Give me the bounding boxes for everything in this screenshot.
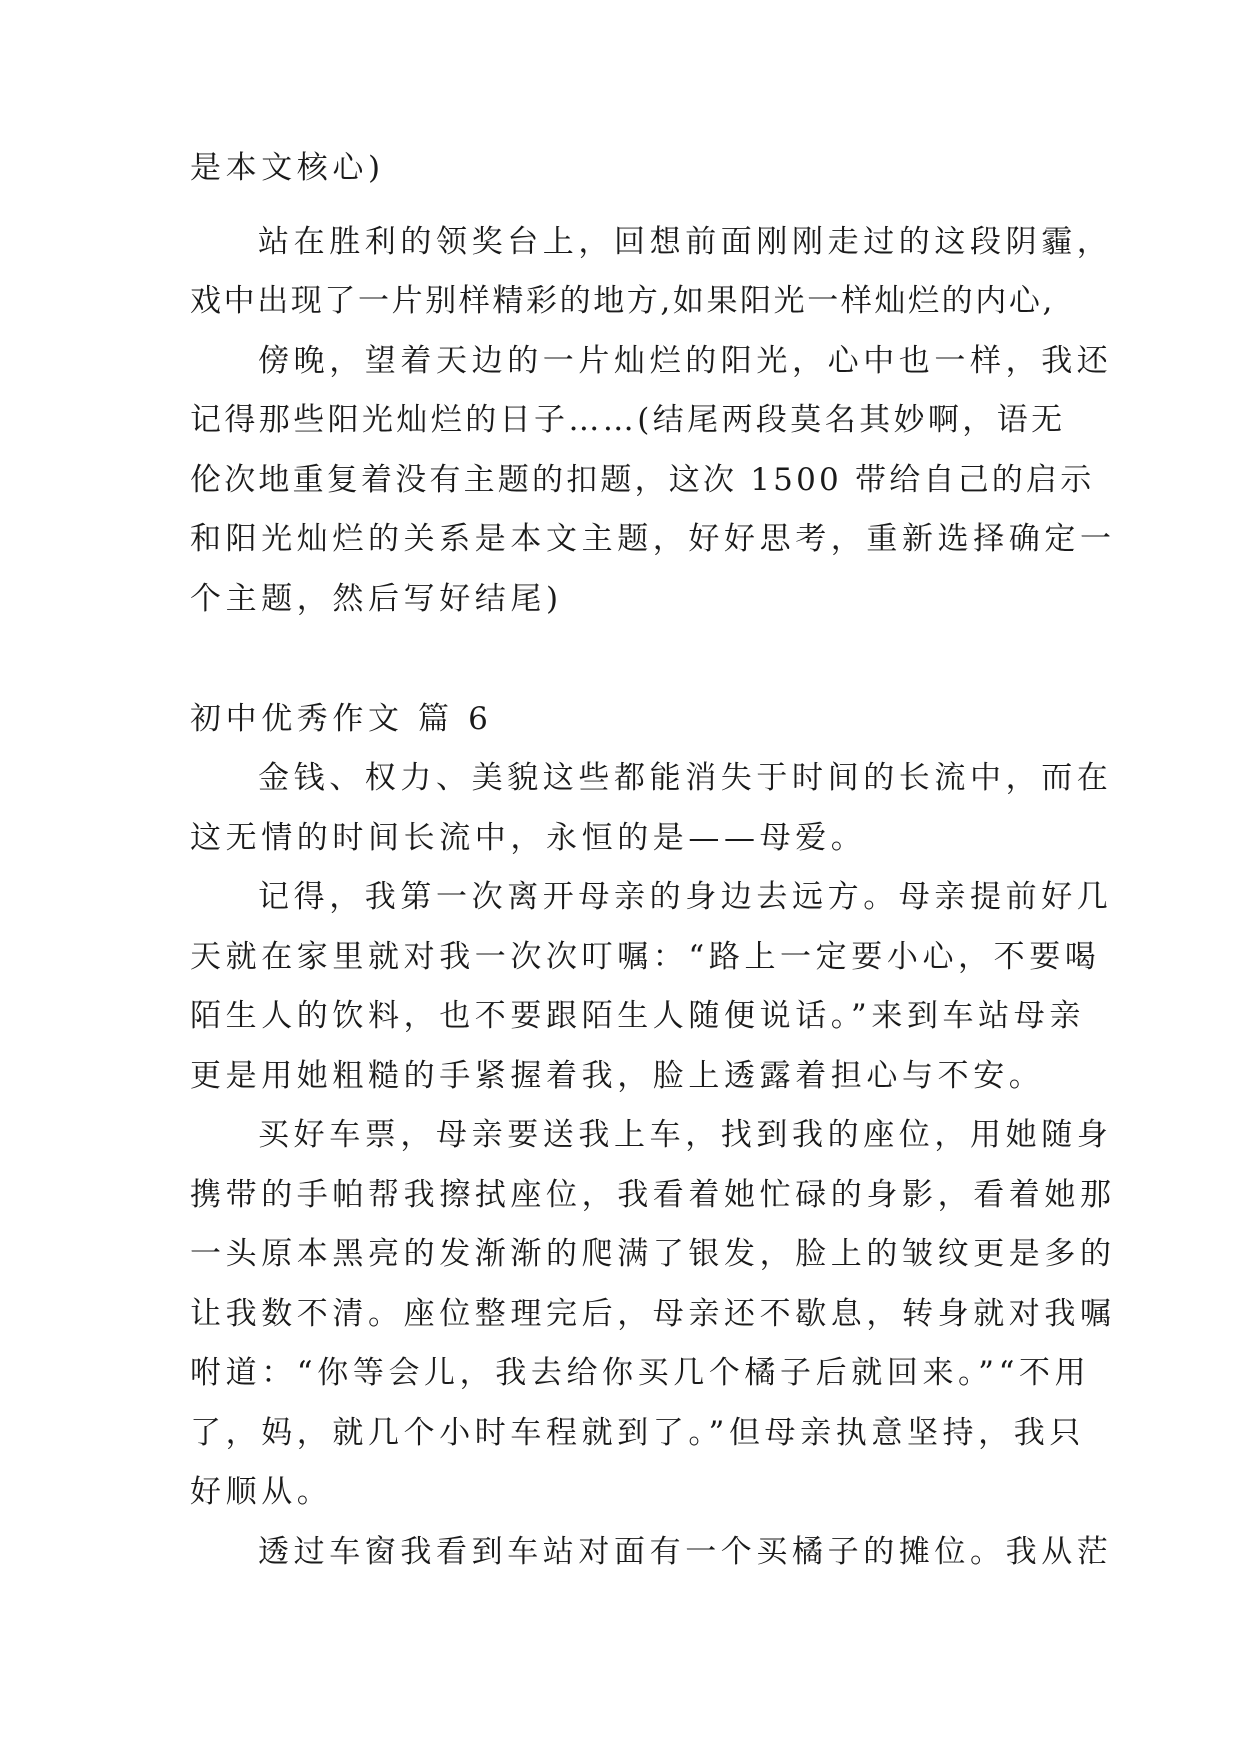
text-line: 天就在家里就对我一次次叮嘱：“路上一定要小心，不要喝 (190, 939, 1101, 975)
text-line: 买好车票，母亲要送我上车，找到我的座位，用她随身 (258, 1117, 1113, 1153)
text-line: 陌生人的饮料，也不要跟陌生人随便说话。”来到车站母亲 (190, 998, 1085, 1034)
text-line: 和阳光灿烂的关系是本文主题，好好思考，重新选择确定一 (190, 521, 1116, 557)
text-line: 站在胜利的领奖台上，回想前面刚刚走过的这段阴霾， (258, 224, 1113, 260)
section-title: 初中优秀作文 篇 6 (190, 701, 493, 737)
text-line: 傍晚，望着天边的一片灿烂的阳光，心中也一样，我还 (258, 343, 1113, 379)
text-line: 携带的手帕帮我擦拭座位，我看着她忙碌的身影，看着她那 (190, 1177, 1116, 1213)
text-line: 更是用她粗糙的手紧握着我，脸上透露着担心与不安。 (190, 1058, 1045, 1094)
text-line: 记得那些阳光灿烂的日子……(结尾两段莫名其妙啊，语无 (190, 402, 1066, 438)
text-line: 是本文核心) (190, 150, 385, 186)
text-line: 透过车窗我看到车站对面有一个买橘子的摊位。我从茫 (258, 1534, 1113, 1570)
text-line: 了，妈，就几个小时车程就到了。”但母亲执意坚持，我只 (190, 1415, 1085, 1451)
text-line: 伦次地重复着没有主题的扣题，这次 1500 带给自己的启示 (190, 462, 1095, 498)
text-line: 金钱、权力、美貌这些都能消失于时间的长流中，而在 (258, 760, 1113, 796)
text-line: 记得，我第一次离开母亲的身边去远方。母亲提前好几 (258, 879, 1113, 915)
text-line: 咐道：“你等会儿，我去给你买几个橘子后就回来。”“不用 (190, 1355, 1091, 1391)
text-line: 这无情的时间长流中，永恒的是——母爱。 (190, 820, 867, 856)
text-line: 让我数不清。座位整理完后，母亲还不歇息，转身就对我嘱 (190, 1296, 1116, 1332)
text-line: 戏中出现了一片别样精彩的地方,如果阳光一样灿烂的内心, (190, 283, 1055, 319)
text-line: 一头原本黑亮的发渐渐的爬满了银发，脸上的皱纹更是多的 (190, 1236, 1116, 1272)
text-line: 好顺从。 (190, 1474, 333, 1510)
text-line: 个主题，然后写好结尾) (190, 581, 563, 617)
